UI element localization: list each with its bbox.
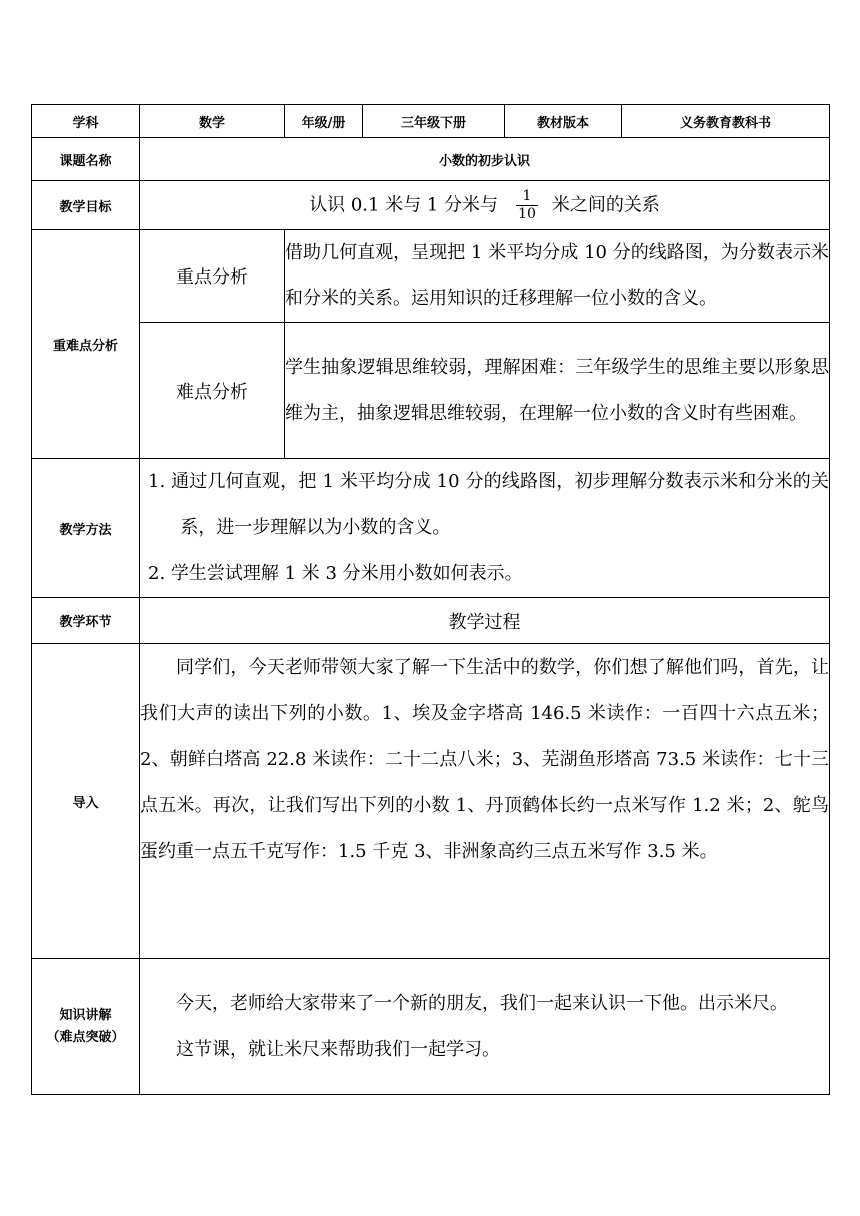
knowledge-paragraph: 这节课，就让米尺来帮助我们一起学习。 — [176, 1038, 500, 1060]
knowledge-content — [140, 959, 830, 1095]
intro-label: 导入 — [32, 644, 140, 959]
lesson-plan-table — [31, 104, 830, 1095]
process-header-row — [32, 598, 830, 644]
process-stage-label: 教学环节 — [32, 598, 140, 644]
key-point-label: 重点分析 — [140, 230, 285, 323]
fraction-denominator: 10 — [518, 205, 536, 222]
fraction-one-tenth — [516, 188, 538, 223]
knowledge-label-line1: 知识讲解 — [59, 1007, 112, 1023]
method-item: 2. 学生尝试理解 1 米 3 分米用小数如何表示。 — [148, 563, 523, 584]
knowledge-paragraph: 今天，老师给大家带来了一个新的朋友，我们一起来认识一下他。出示米尺。 — [176, 992, 788, 1014]
intro-text-cell — [140, 644, 830, 959]
difficulty-text: 学生抽象逻辑思维较弱，理解困难：三年级学生的思维主要以形象思维为主，抽象逻辑思维较弱，在理解一位小数的含义时有些困难。 — [285, 323, 830, 459]
key-point-row — [32, 230, 830, 323]
subject-value: 数学 — [140, 105, 285, 138]
fraction-numerator: 1 — [522, 187, 532, 204]
info-row — [32, 105, 830, 138]
goal-text — [140, 181, 830, 230]
methods-row — [32, 459, 830, 598]
key-point-text: 借助几何直观，呈现把 1 米平均分成 10 分的线路图，为分数表示米和分米的关系。运用知识的迁移理解一位小数的含义。 — [285, 230, 830, 323]
grade-value: 三年级下册 — [363, 105, 505, 138]
knowledge-label-line2: （难点突破） — [46, 1029, 125, 1045]
method-item: 1. 通过几何直观，把 1 米平均分成 10 分的线路图，初步理解分数表示米和分米的关系，进一步理解以为小数的含义。 — [148, 471, 829, 538]
edition-label: 教材版本 — [505, 105, 622, 138]
analysis-label: 重难点分析 — [32, 230, 140, 459]
subject-label: 学科 — [32, 105, 140, 138]
edition-value: 义务教育教科书 — [622, 105, 830, 138]
goal-row — [32, 181, 830, 230]
grade-label: 年级/册 — [285, 105, 363, 138]
difficulty-row — [32, 323, 830, 459]
lesson-label: 课题名称 — [32, 138, 140, 181]
methods-content — [140, 459, 830, 598]
knowledge-label — [32, 959, 140, 1095]
intro-text: 同学们，今天老师带领大家了解一下生活中的数学，你们想了解他们吗，首先，让我们大声的读出下列的小数。1、埃及金字塔高 146.5 米读作：一百四十六点五米；2、朝鲜白塔高 22.8 米读作：二十二点八米；3、芜湖鱼形塔高 73.5 米读作：七十三点五米。再次，让我们写出下列的小数 1、丹顶鹤体长约一点米写作 1.2 米；2、鸵鸟蛋约重一点五千克写作：1.5 千克 3、非洲象高约三点五米写作 3.5 米。 — [140, 657, 829, 862]
lesson-row — [32, 138, 830, 181]
methods-label: 教学方法 — [32, 459, 140, 598]
goal-text-before: 认识 0.1 米与 1 分米与 — [309, 194, 499, 215]
goal-label: 教学目标 — [32, 181, 140, 230]
difficulty-label: 难点分析 — [140, 323, 285, 459]
intro-row — [32, 644, 830, 959]
knowledge-row — [32, 959, 830, 1095]
lesson-title: 小数的初步认识 — [140, 138, 830, 181]
goal-text-after: 米之间的关系 — [551, 194, 660, 215]
process-title: 教学过程 — [140, 598, 830, 644]
